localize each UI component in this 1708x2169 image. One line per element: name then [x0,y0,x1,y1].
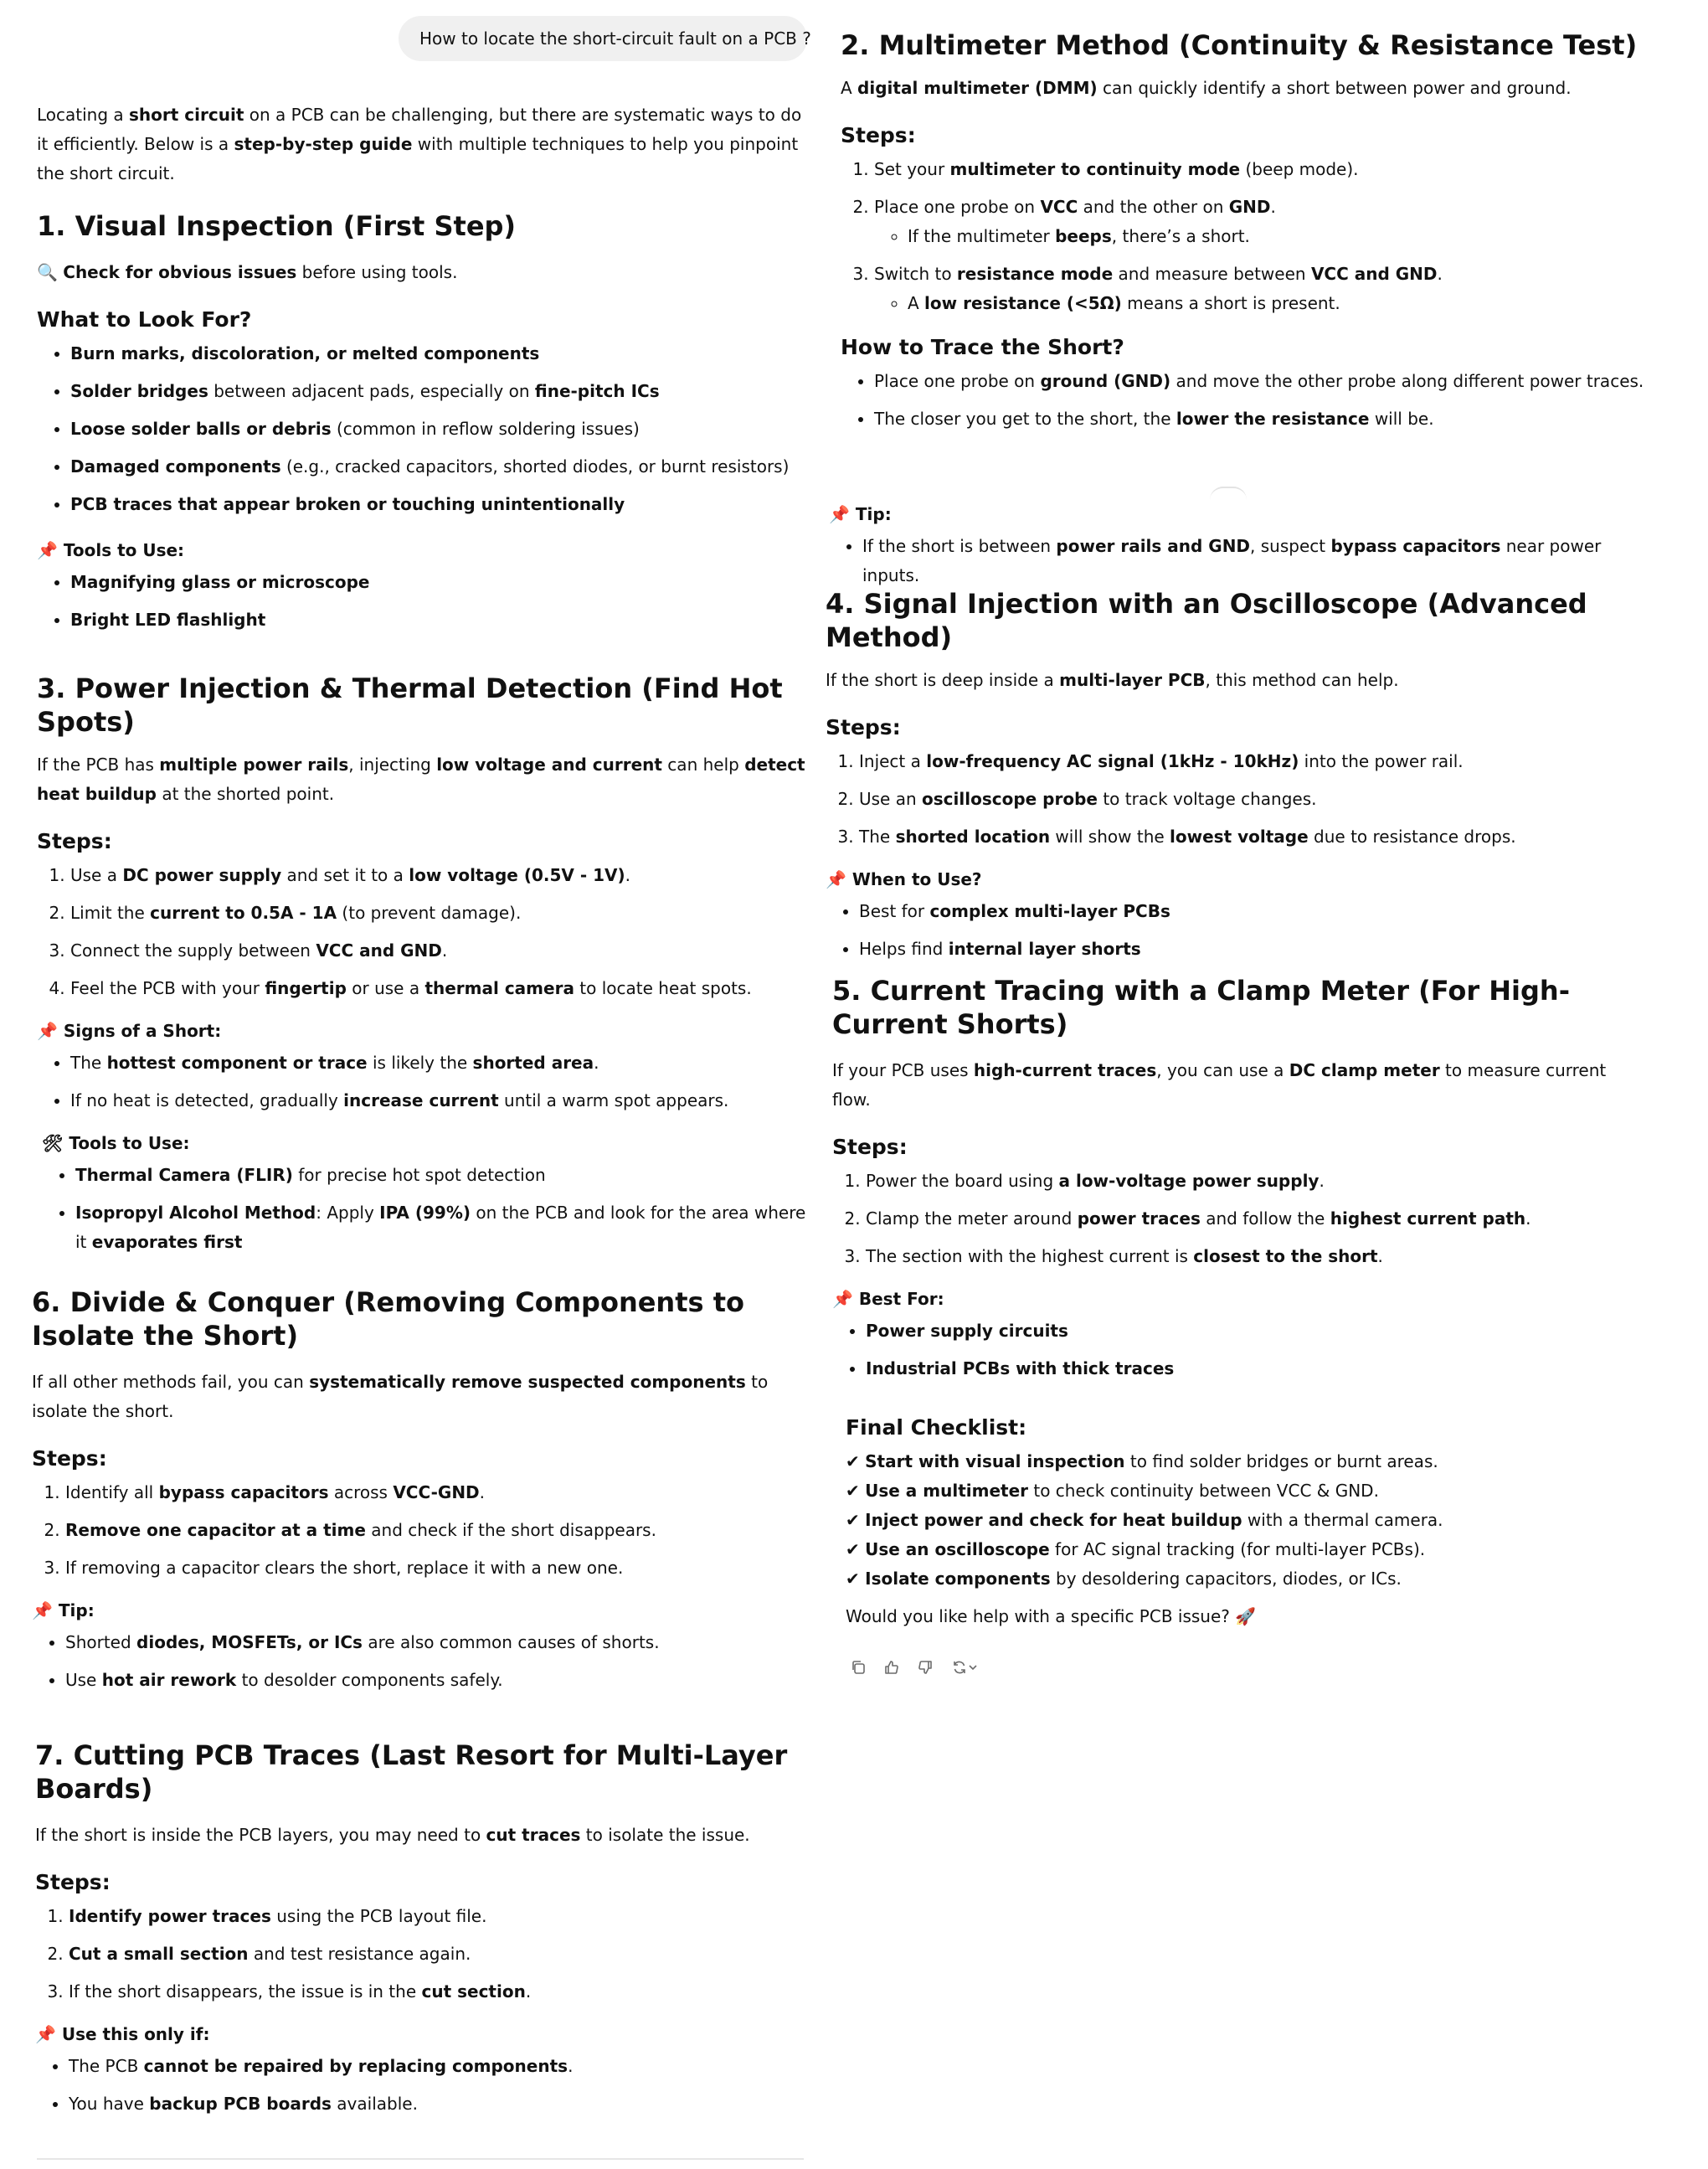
steps-list [826,747,1629,852]
user-message-text: How to locate the short-circuit fault on a PCB ? [419,28,811,49]
look-for-list [37,339,807,519]
list-item: 1. Use a DC power supply and set it to a low voltage (0.5V - 1V). [70,861,807,890]
list-item: • Power supply circuits [866,1316,1619,1346]
section-title: 5. Current Tracing with a Clamp Meter (For High-Current Shorts) [832,975,1570,1040]
trace-list [841,367,1644,434]
like-button[interactable] [881,1656,903,1678]
subheading: Steps: [841,123,916,147]
section-multimeter: 2. Multimeter Method (Continuity & Resistance Test) A digital multimeter (DMM) can quickly identify a short between power and ground. Steps: 1. Set your multimeter to continuity mode (beep mode). 2. Place one probe on VCC and the other on GND. ◦ If the multimeter beeps, there’s a short. 3. Switch to resistance mode and measure between VCC and GND. ◦ A low resistance (<5Ω) means a short is present. How to Trace the Short? • Place one probe on ground (GND) and move the other probe along different power traces. • The closer you get to the short, the lower the resistance will be. [841,28,1644,442]
list-item: • The hottest component or trace is likely the shorted area. [70,1048,807,1078]
thumbs-up-icon [883,1659,900,1676]
list-item: • Isopropyl Alcohol Method: Apply IPA (99%) on the PCB and look for the area where it evaporates first [75,1198,807,1257]
copy-button[interactable] [847,1656,869,1678]
magnifier-icon: 🔍 [37,262,58,282]
list-item: • Damaged components (e.g., cracked capacitors, shorted diodes, or burnt resistors) [70,452,807,482]
checklist-item: ✔ Inject power and check for heat buildup with a thermal camera. [846,1510,1443,1530]
list-item: • The PCB cannot be repaired by replacing components. [69,2052,807,2081]
tools-icon: 🛠 [42,1133,64,1153]
section-divide-conquer: 6. Divide & Conquer (Removing Components to Isolate the Short) If all other methods fail, you can systematically remove suspected components to isolate the short. Steps: 1. Identify all bypass capacitors across VCC-GND. 2. Remove one capacitor at a time and check if the short disappears. 3. If removing a capacitor clears the short, replace it with a new one. 📌 Tip: • Shorted diodes, MOSFETs, or ICs are also common causes of shorts. • Use hot air rework to desolder components safely. [32,1285,807,1703]
list-item: • If the short is between power rails and GND, suspect bypass capacitors near power inputs. [862,532,1633,590]
list-item: 1. Identify power traces using the PCB layout file. [69,1902,807,1931]
steps-list [841,155,1644,318]
message-actions [847,1656,981,1678]
list-item: 2. Limit the current to 0.5A - 1A (to prevent damage). [70,899,807,928]
section-clamp-meter: 5. Current Tracing with a Clamp Meter (For High-Current Shorts) If your PCB uses high-current traces, you can use a DC clamp meter to measure current flow. Steps: 1. Power the board using a low-voltage power supply. 2. Clamp the meter around power traces and follow the highest current path. 3. The section with the highest current is closest to the short. 📌 Best For: • Power supply circuits • Industrial PCBs with thick traces [832,974,1619,1392]
list-item: 3. If removing a capacitor clears the short, replace it with a new one. [65,1553,807,1583]
list-item: • Loose solder balls or debris (common in reflow soldering issues) [70,415,807,444]
steps-list [832,1167,1619,1271]
check-icon: ✔ [846,1539,860,1559]
pin-icon: 📌 [37,540,58,560]
tools-list [37,1161,807,1257]
closing-question: Would you like help with a specific PCB issue? 🚀 [846,1606,1257,1626]
list-item: 2. Place one probe on VCC and the other on GND. ◦ If the multimeter beeps, there’s a short. [874,193,1644,251]
checklist-title: Final Checklist: [846,1415,1027,1440]
pin-icon: 📌 [832,1289,853,1309]
check-icon: ✔ [846,1569,860,1589]
list-item: 2. Clamp the meter around power traces and follow the highest current path. [866,1204,1619,1234]
section-title: 7. Cutting PCB Traces (Last Resort for Multi-Layer Boards) [35,1739,788,1805]
check-icon: ✔ [846,1451,860,1471]
list-item: 3. If the short disappears, the issue is in the cut section. [69,1977,807,2007]
tip-list [32,1628,807,1695]
tools-list [37,568,807,635]
list-item: • Bright LED flashlight [70,605,807,635]
subheading: How to Trace the Short? [841,335,1124,359]
check-icon: ✔ [846,1481,860,1501]
when-list [826,897,1629,964]
section-multimeter-tip: 📌 Tip: • If the short is between power rails and GND, suspect bypass capacitors near power inputs. [829,502,1633,599]
copy-icon [850,1659,867,1676]
checklist-item: ✔ Isolate components by desoldering capacitors, diodes, or ICs. [846,1569,1402,1589]
list-item: 3. Connect the supply between VCC and GND. [70,936,807,966]
pin-icon: 📌 [826,869,846,889]
dislike-button[interactable] [914,1656,936,1678]
list-item: ◦ A low resistance (<5Ω) means a short is present. [908,289,1644,318]
list-item: • Place one probe on ground (GND) and move the other probe along different power traces. [874,367,1644,396]
pin-icon: 📌 [32,1600,53,1620]
divider [37,2158,804,2160]
list-item: ◦ If the multimeter beeps, there’s a short. [908,222,1644,251]
list-item: 4. Feel the PCB with your fingertip or use a thermal camera to locate heat spots. [70,974,807,1003]
list-item: • Burn marks, discoloration, or melted components [70,339,807,368]
list-item: • Thermal Camera (FLIR) for precise hot spot detection [75,1161,807,1190]
check-icon: ✔ [846,1510,860,1530]
section-visual-inspection: 1. Visual Inspection (First Step) 🔍 Check for obvious issues before using tools. What to Look For? • Burn marks, discoloration, or melted components • Solder bridges between adjacent pads, especially on fine-pitch ICs • Loose solder balls or debris (common in reflow soldering issues) • Damaged components (e.g., cracked capacitors, shorted diodes, or burnt resistors) • PCB traces that appear broken or touching unintentionally 📌 Tools to Use: • Magnifying glass or microscope • Bright LED flashlight [37,209,807,643]
subheading: Steps: [32,1446,107,1471]
subheading: Steps: [35,1870,111,1894]
section-power-injection: 3. Power Injection & Thermal Detection (Find Hot Spots) If the PCB has multiple power rails, injecting low voltage and current can help detect heat buildup at the shorted point. Steps: 1. Use a DC power supply and set it to a low voltage (0.5V - 1V). 2. Limit the current to 0.5A - 1A (to prevent damage). 3. Connect the supply between VCC and GND. 4. Feel the PCB with your fingertip or use a thermal camera to locate heat spots. 📌 Signs of a Short: • The hottest component or trace is likely the shorted area. • If no heat is detected, gradually increase current until a warm spot appears. 🛠 Tools to Use: • Thermal Camera (FLIR) for precise hot spot detection • Isopropyl Alcohol Method: Apply IPA (99%) on the PCB and look for the area where it evaporates first [37,672,807,1265]
checklist-item: ✔ Start with visual inspection to find solder bridges or burnt areas. [846,1451,1438,1471]
list-item: 1. Inject a low-frequency AC signal (1kHz - 10kHz) into the power rail. [859,747,1629,776]
steps-list [35,1902,807,2007]
pin-icon: 📌 [35,2024,56,2044]
list-item: 1. Identify all bypass capacitors across VCC-GND. [65,1478,807,1507]
section-title: 6. Divide & Conquer (Removing Components to Isolate the Short) [32,1286,744,1352]
chevron-down-icon [968,1662,978,1672]
pin-icon: 📌 [37,1021,58,1041]
section-title: 4. Signal Injection with an Oscilloscope (Advanced Method) [826,588,1587,653]
checklist-item: ✔ Use a multimeter to check continuity between VCC & GND. [846,1481,1379,1501]
list-item: 2. Remove one capacitor at a time and check if the short disappears. [65,1516,807,1545]
list-item: • Helps find internal layer shorts [859,935,1629,964]
list-item: • Solder bridges between adjacent pads, especially on fine-pitch ICs [70,377,807,406]
list-item: • The closer you get to the short, the lower the resistance will be. [874,404,1644,434]
final-checklist [846,1414,1616,1631]
list-item: 3. The shorted location will show the lowest voltage due to resistance drops. [859,822,1629,852]
list-item: 1. Power the board using a low-voltage power supply. [866,1167,1619,1196]
list-item: • Best for complex multi-layer PCBs [859,897,1629,926]
regenerate-button[interactable] [948,1656,981,1678]
section-title: 1. Visual Inspection (First Step) [37,210,517,242]
steps-list [37,861,807,1003]
signs-list [37,1048,807,1115]
steps-list [32,1478,807,1583]
tip-list [829,532,1633,590]
subheading: Steps: [37,829,112,853]
thumbs-down-icon [917,1659,934,1676]
list-item: 2. Use an oscilloscope probe to track voltage changes. [859,785,1629,814]
list-item: • PCB traces that appear broken or touching unintentionally [70,490,807,519]
list-item: • Industrial PCBs with thick traces [866,1354,1619,1383]
list-item: • Magnifying glass or microscope [70,568,807,597]
list-item: • If no heat is detected, gradually increase current until a warm spot appears. [70,1086,807,1115]
list-item: • You have backup PCB boards available. [69,2089,807,2119]
subheading: Steps: [826,715,901,739]
regenerate-icon [951,1659,968,1676]
section-cutting-traces: 7. Cutting PCB Traces (Last Resort for Multi-Layer Boards) If the short is inside the PCB layers, you may need to cut traces to isolate the issue. Steps: 1. Identify power traces using the PCB layout file. 2. Cut a small section and test resistance again. 3. If the short disappears, the issue is in the cut section. 📌 Use this only if: • The PCB cannot be repaired by replacing components. • You have backup PCB boards available. [35,1739,807,2127]
user-message-bubble [399,16,811,61]
best-for-list [832,1316,1619,1383]
list-item: • Shorted diodes, MOSFETs, or ICs are also common causes of shorts. [65,1628,807,1657]
checklist-item: ✔ Use an oscilloscope for AC signal tracking (for multi-layer PCBs). [846,1539,1426,1559]
subheading: What to Look For? [37,307,252,332]
list-item: 3. The section with the highest current is closest to the short. [866,1242,1619,1271]
list-item: 2. Cut a small section and test resistance again. [69,1940,807,1969]
list-item: 3. Switch to resistance mode and measure between VCC and GND. ◦ A low resistance (<5Ω) means a short is present. [874,260,1644,318]
list-item: • Use hot air rework to desolder components safely. [65,1666,807,1695]
section-title: 2. Multimeter Method (Continuity & Resistance Test) [841,29,1638,61]
list-item: 1. Set your multimeter to continuity mode (beep mode). [874,155,1644,184]
section-signal-injection: 4. Signal Injection with an Oscilloscope (Advanced Method) If the short is deep inside a multi-layer PCB, this method can help. Steps: 1. Inject a low-frequency AC signal (1kHz - 10kHz) into the power rail. 2. Use an oscilloscope probe to track voltage changes. 3. The shorted location will show the lowest voltage due to resistance drops. 📌 When to Use? • Best for complex multi-layer PCBs • Helps find internal layer shorts [826,587,1629,972]
use-only-if-list [35,2052,807,2119]
intro-paragraph: Locating a short circuit on a PCB can be challenging, but there are systematic ways to do it efficiently. Below is a step-by-step guide with multiple techniques to help you pinpoint the short circuit. [37,105,802,183]
scroll-indicator [1210,487,1247,500]
section-title: 3. Power Injection & Thermal Detection (Find Hot Spots) [37,672,783,738]
subheading: Steps: [832,1135,908,1159]
pin-icon: 📌 [829,504,850,524]
